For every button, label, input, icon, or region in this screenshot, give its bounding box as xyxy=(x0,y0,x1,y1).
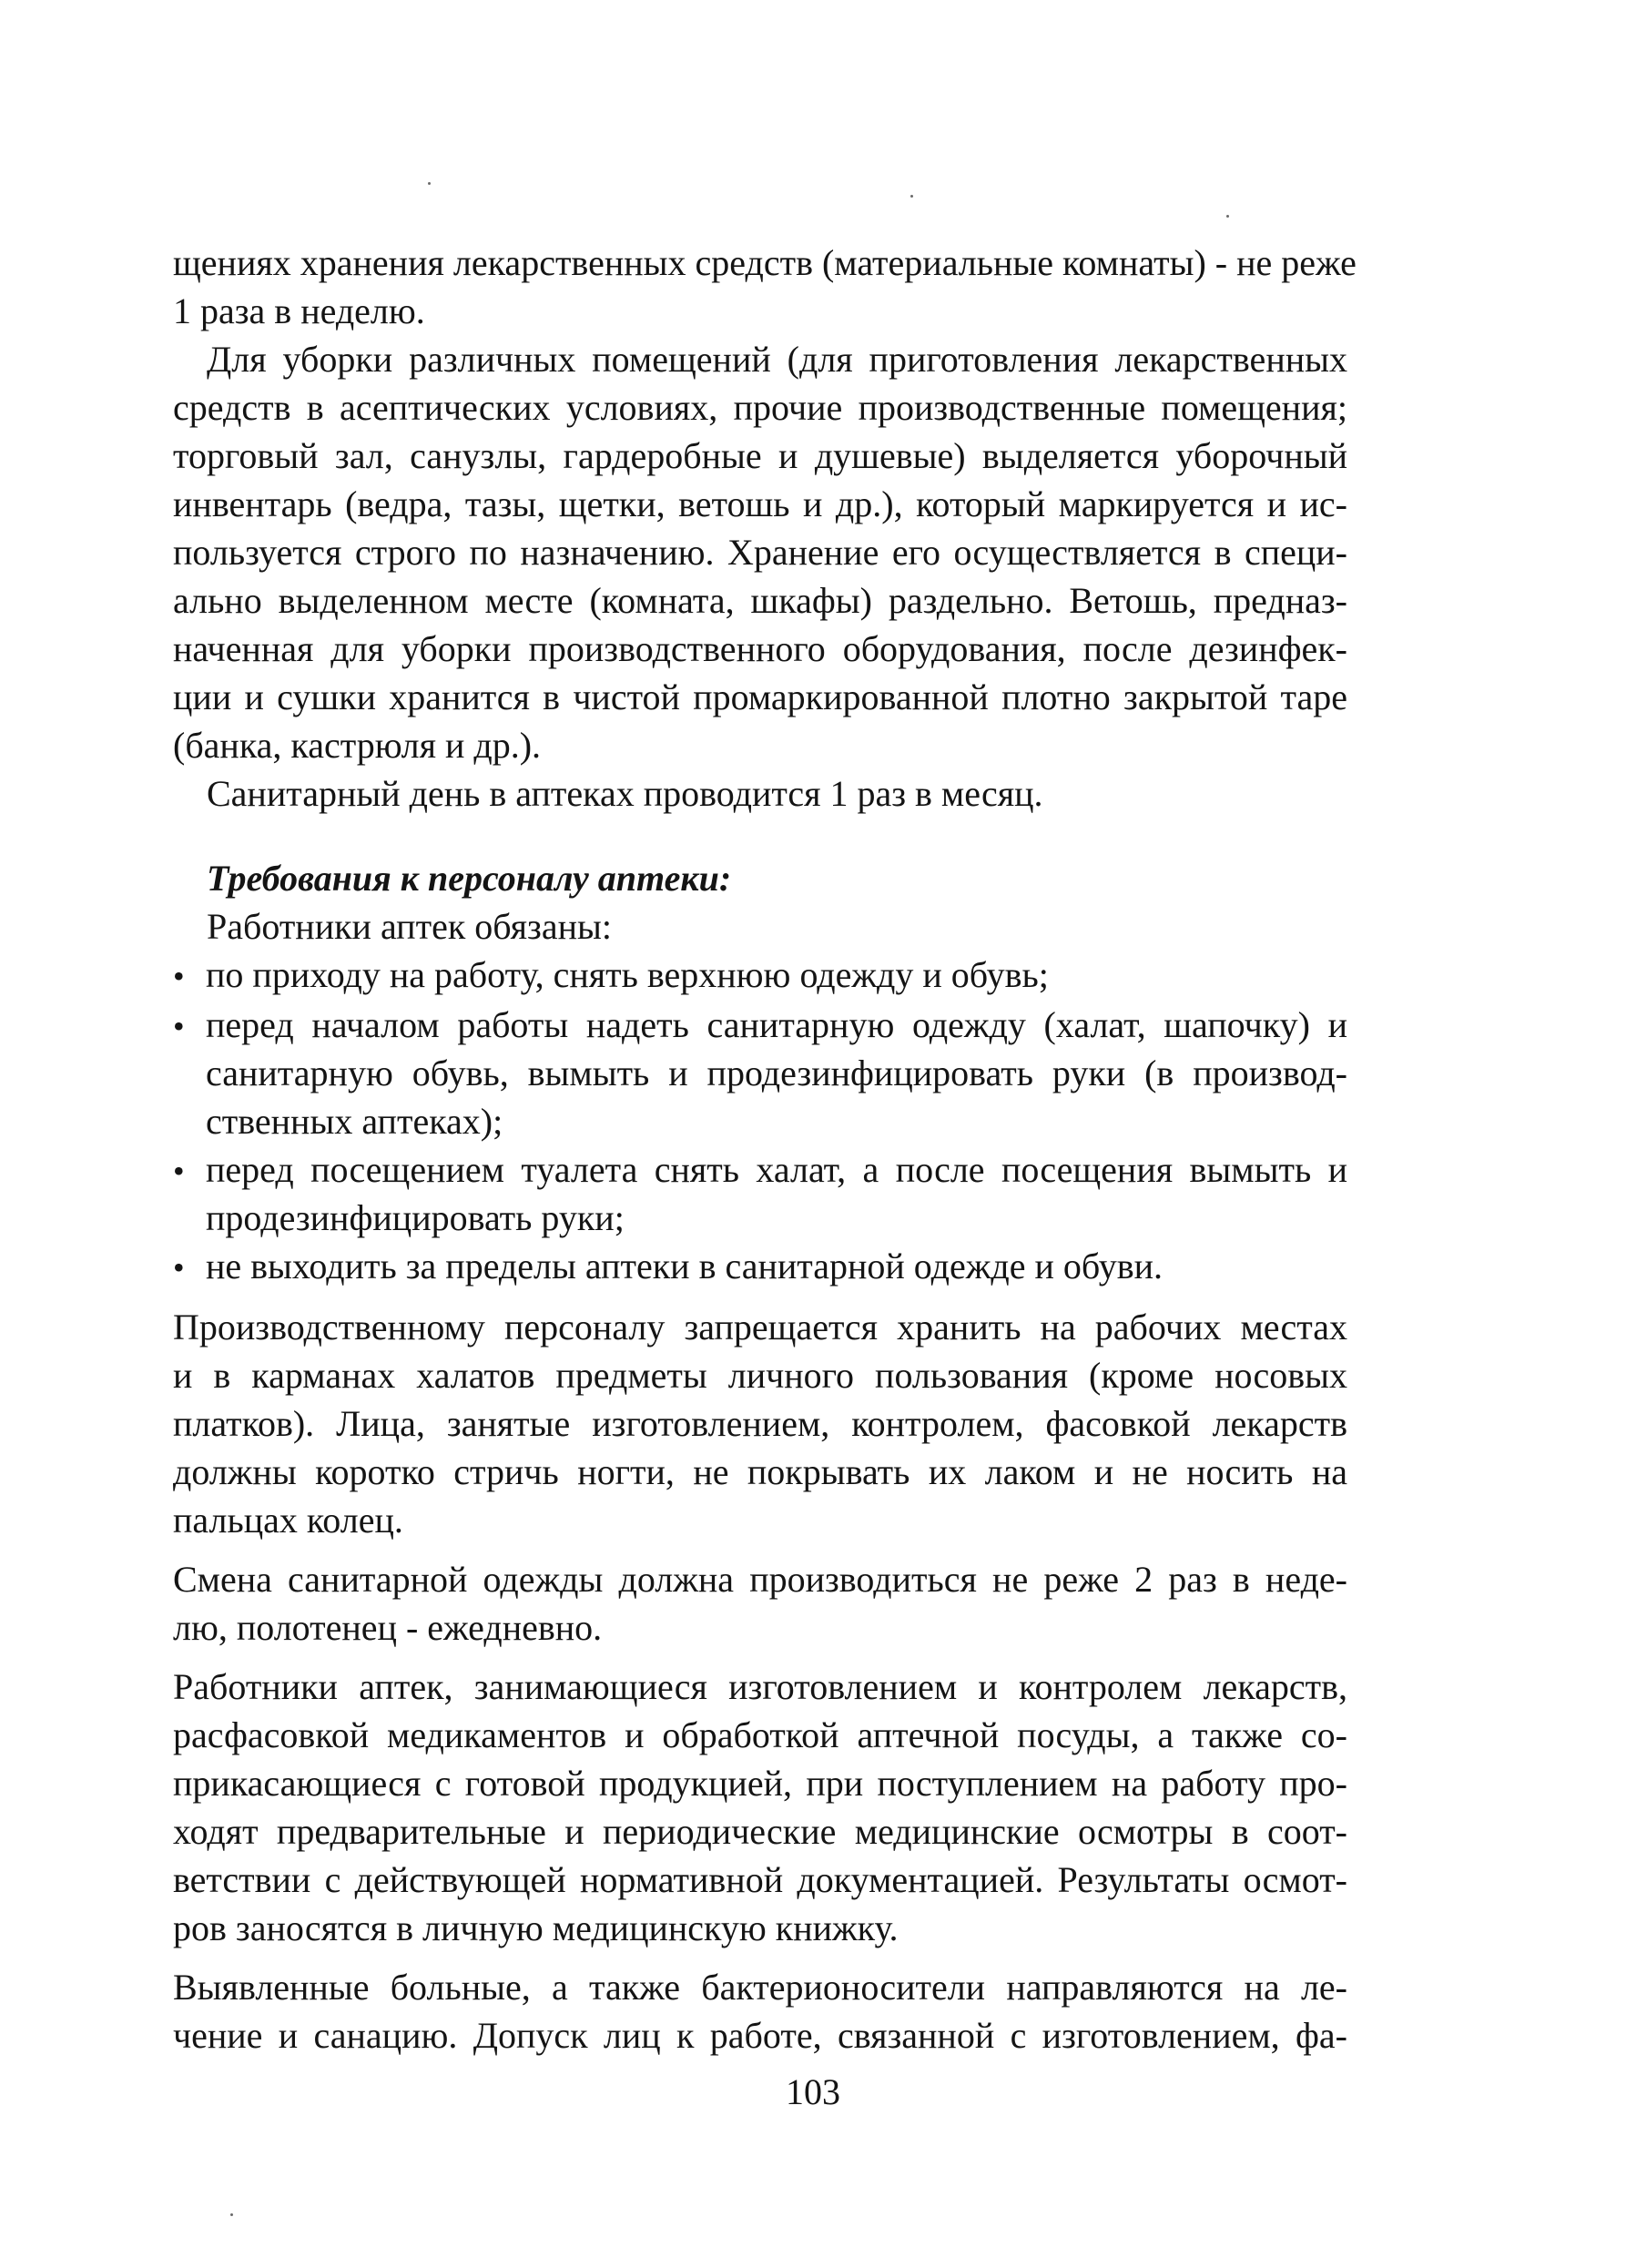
text-line: прикасающиеся с готовой продукцией, при поступлением на работу про- xyxy=(173,1763,1347,1804)
list-item xyxy=(173,951,1347,1001)
text-line: по приходу на работу, снять верхнюю одежду и обувь; xyxy=(206,954,1049,995)
text-line: расфасовкой медикаментов и обработкой аптечной посуды, а также со- xyxy=(173,1714,1347,1755)
page-number: 103 xyxy=(786,2071,840,2112)
list-item xyxy=(173,1145,1347,1242)
text-line: перед посещением туалета снять халат, а после посещения вымыть и xyxy=(206,1149,1347,1190)
scan-speck xyxy=(1226,215,1229,218)
text-line: ственных аптеках); xyxy=(206,1101,503,1142)
text-line: не выходить за пределы аптеки в санитарной одежде и обуви. xyxy=(206,1246,1164,1287)
bullet-icon: • xyxy=(173,1153,185,1189)
scan-speck xyxy=(428,182,431,185)
text-line: Смена санитарной одежды должна производиться не реже 2 раз в неде- xyxy=(173,1559,1347,1600)
text-line: пользуется строго по назначению. Хранение его осуществляется в специ- xyxy=(173,532,1347,573)
text-line: (банка, кастрюля и др.). xyxy=(173,725,542,766)
text-line: Работники аптек, занимающиеся изготовлением и контролем лекарств, xyxy=(173,1666,1347,1707)
text-line: щениях хранения лекарственных средств (материальные комнаты) - не реже xyxy=(173,242,1357,283)
text-line: ходят предварительные и периодические медицинские осмотры в соот- xyxy=(173,1811,1347,1852)
bullet-list xyxy=(173,951,1347,1292)
text-line: ции и сушки хранится в чистой промаркированной плотно закрытой таре xyxy=(173,676,1347,717)
text-line: должны коротко стричь ногти, не покрывать их лаком и не носить на xyxy=(173,1451,1347,1492)
text-line: Выявленные больные, а также бактерионосители направляются на ле- xyxy=(173,1967,1347,2008)
page-body xyxy=(173,239,1357,2060)
list-item xyxy=(173,1001,1347,1145)
text-line: продезинфицировать руки; xyxy=(206,1197,625,1238)
bullet-icon: • xyxy=(173,958,185,994)
text-line: ров заносятся в личную медицинскую книжку. xyxy=(173,1907,899,1948)
text-line: 1 раза в неделю. xyxy=(173,290,425,331)
text-line: Работники аптек обязаны: xyxy=(207,906,612,947)
text-line: чение и санацию. Допуск лиц к работе, связанной с изготовлением, фа- xyxy=(173,2015,1347,2056)
text-line: ально выделенном месте (комната, шкафы) раздельно. Ветошь, предназ- xyxy=(173,580,1347,621)
text-line: платков). Лица, занятые изготовлением, контролем, фасовкой лекарств xyxy=(173,1403,1347,1444)
text-line: средств в асептических условиях, прочие производственные помещения; xyxy=(173,387,1347,428)
scan-speck xyxy=(910,195,913,198)
text-line: Производственному персоналу запрещается хранить на рабочих местах xyxy=(173,1307,1347,1348)
text-line: торговый зал, санузлы, гардеробные и душевые) выделяется уборочный xyxy=(173,435,1347,476)
text-line: ветствии с действующей нормативной документацией. Результаты осмот- xyxy=(173,1859,1347,1900)
text-line: пальцах колец. xyxy=(173,1500,403,1541)
bullet-icon: • xyxy=(173,1008,185,1044)
text-line: перед началом работы надеть санитарную одежду (халат, шапочку) и xyxy=(206,1004,1347,1045)
text-line: Для уборки различных помещений (для приготовления лекарственных xyxy=(207,339,1347,380)
bullet-icon: • xyxy=(173,1249,185,1286)
section-heading: Требования к персоналу аптеки: xyxy=(207,858,732,899)
text-line: лю, полотенец - ежедневно. xyxy=(173,1607,603,1648)
text-line: санитарную обувь, вымыть и продезинфицировать руки (в производ- xyxy=(206,1053,1347,1093)
text-line: Санитарный день в аптеках проводится 1 раз в месяц. xyxy=(207,773,1043,814)
text-line: наченная для уборки производственного оборудования, после дезинфек- xyxy=(173,628,1347,669)
scan-speck xyxy=(230,2213,233,2216)
text-line: инвентарь (ведра, тазы, щетки, ветошь и др.), который маркируется и ис- xyxy=(173,483,1347,524)
text-line: и в карманах халатов предметы личного пользования (кроме носовых xyxy=(173,1355,1347,1396)
list-item xyxy=(173,1242,1347,1292)
